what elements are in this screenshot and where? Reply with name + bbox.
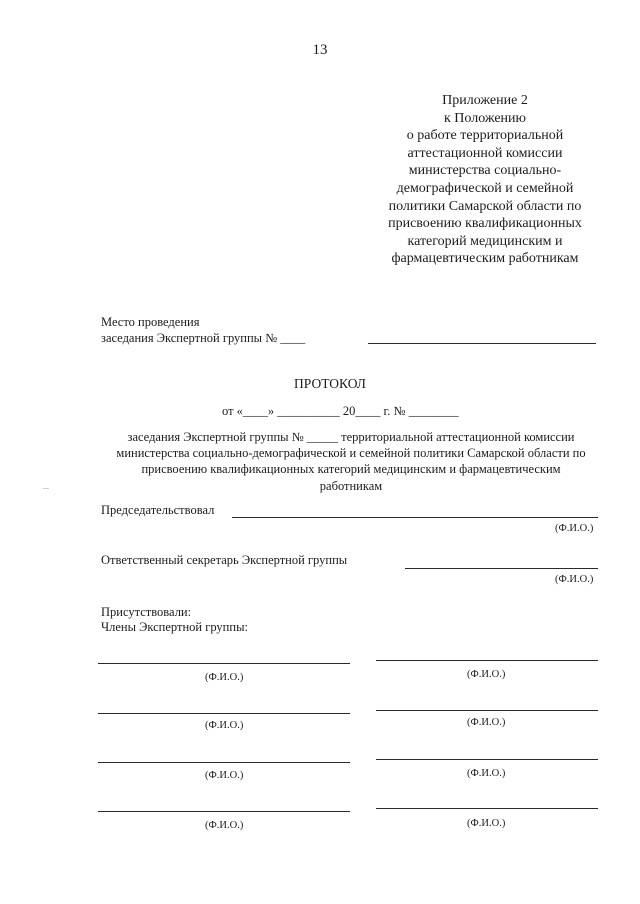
venue-blank-line bbox=[368, 343, 596, 344]
annex-line: фармацевтическим работникам bbox=[391, 251, 579, 267]
member-fio-caption: (Ф.И.О.) bbox=[467, 768, 506, 779]
member-fio-caption: (Ф.И.О.) bbox=[205, 672, 244, 683]
member-fio-caption: (Ф.И.О.) bbox=[467, 818, 506, 829]
annex-line: присвоению квалификационных bbox=[388, 216, 582, 232]
secretary-signature-line bbox=[405, 568, 598, 569]
scan-artifact bbox=[43, 488, 49, 489]
member-signature-line bbox=[98, 762, 350, 763]
subject-line: работникам bbox=[319, 478, 383, 493]
protocol-title: ПРОТОКОЛ bbox=[294, 376, 366, 391]
member-signature-line bbox=[376, 710, 598, 711]
member-signature-line bbox=[376, 759, 598, 760]
annex-line: демографической и семейной bbox=[396, 180, 574, 196]
annex-line: министерства социально- bbox=[408, 163, 562, 179]
member-signature-line bbox=[376, 660, 598, 661]
venue-line-2: заседания Экспертной группы № ____ bbox=[101, 331, 306, 345]
protocol-date-line: от «____» __________ 20____ г. № ________ bbox=[222, 404, 459, 418]
member-fio-caption: (Ф.И.О.) bbox=[467, 669, 506, 680]
protocol-subject bbox=[96, 429, 606, 494]
member-fio-caption: (Ф.И.О.) bbox=[205, 720, 244, 731]
subject-line: присвоению квалификационных категорий медицинским и фармацевтическим bbox=[141, 462, 561, 477]
members-label: Члены Экспертной группы: bbox=[101, 620, 248, 634]
member-fio-caption: (Ф.И.О.) bbox=[467, 717, 506, 728]
member-fio-caption: (Ф.И.О.) bbox=[205, 770, 244, 781]
secretary-fio-caption: (Ф.И.О.) bbox=[555, 574, 594, 585]
subject-line: министерства социально-демографической и семейной политики Самарской области по bbox=[116, 446, 586, 461]
chairman-signature-line bbox=[232, 517, 598, 518]
venue-line-1: Место проведения bbox=[101, 315, 200, 329]
chairman-fio-caption: (Ф.И.О.) bbox=[555, 523, 594, 534]
page-number: 13 bbox=[312, 42, 328, 58]
member-signature-line bbox=[376, 808, 598, 809]
present-label: Присутствовали: bbox=[101, 605, 192, 619]
annex-line: категорий медицинским и bbox=[407, 233, 563, 249]
secretary-label: Ответственный секретарь Экспертной группы bbox=[101, 553, 348, 567]
member-signature-line bbox=[98, 713, 350, 714]
annex-line: политики Самарской области по bbox=[388, 198, 582, 214]
annex-line: к Положению bbox=[443, 110, 526, 126]
annex-line: аттестационной комиссии bbox=[407, 145, 563, 161]
subject-line: заседания Экспертной группы № _____ территориальной аттестационной комиссии bbox=[127, 430, 575, 444]
chairman-label: Председательствовал bbox=[101, 503, 215, 517]
member-fio-caption: (Ф.И.О.) bbox=[205, 820, 244, 831]
annex-line: о работе территориальной bbox=[406, 128, 564, 144]
member-signature-line bbox=[98, 663, 350, 664]
member-signature-line bbox=[98, 811, 350, 812]
venue-label bbox=[101, 314, 305, 346]
annex-line: Приложение 2 bbox=[442, 93, 528, 108]
annex-header bbox=[360, 92, 610, 268]
